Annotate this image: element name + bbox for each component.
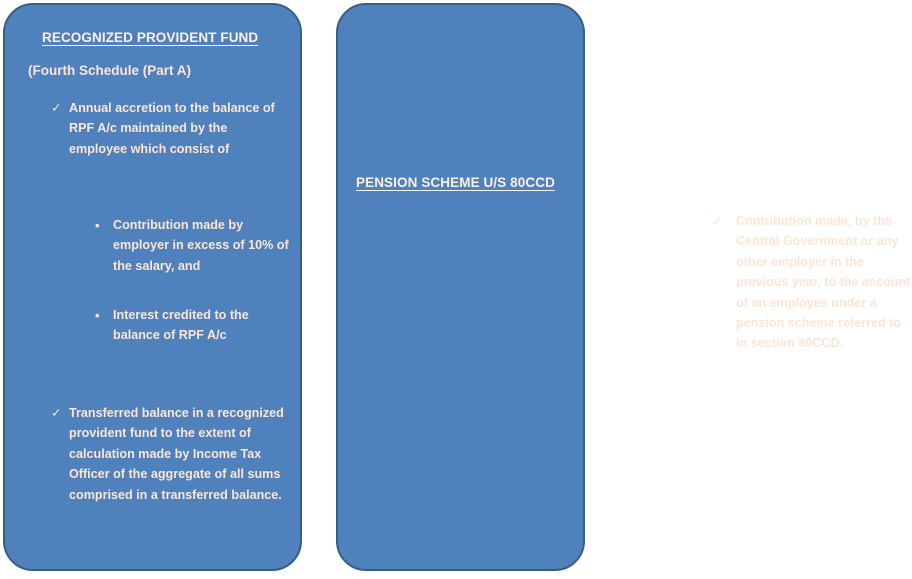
left-panel-subtitle: (Fourth Schedule (Part A) <box>28 63 192 78</box>
list-item-text: Contribution made by employer in excess of 10% of the salary, and <box>113 218 289 273</box>
right-panel-title: PENSION SCHEME U/S 80CCD <box>356 175 555 190</box>
checkmark-icon: ✓ <box>712 214 723 228</box>
list-item <box>51 403 292 505</box>
bullet-dot-icon: • <box>95 218 100 233</box>
list-item-text: Transferred balance in a recognized provident fund to the extent of calculation made by Income Tax Officer of the aggregate of all sums comprised in a transferred balance. <box>69 406 284 502</box>
list-item-text: Interest credited to the balance of RPF A/c <box>113 308 249 343</box>
checkmark-icon: ✓ <box>51 406 62 420</box>
list-item <box>51 98 286 159</box>
pension-scheme-panel <box>336 3 911 571</box>
bullet-dot-icon: • <box>95 308 100 323</box>
checkmark-icon: ✓ <box>51 101 62 115</box>
list-item-text: Annual accretion to the balance of RPF A/c maintained by the employee which consist of <box>69 101 275 156</box>
left-panel-title: RECOGNIZED PROVIDENT FUND <box>42 30 259 45</box>
recognized-provident-fund-panel <box>3 3 302 571</box>
list-item <box>95 305 291 346</box>
list-item-text: Contribution made, by the Central Government or any other employer in the previous year, to the account of an employee under a pension scheme referred to in section 80CCD. <box>736 214 911 351</box>
list-item <box>95 215 291 276</box>
list-item <box>712 211 912 354</box>
